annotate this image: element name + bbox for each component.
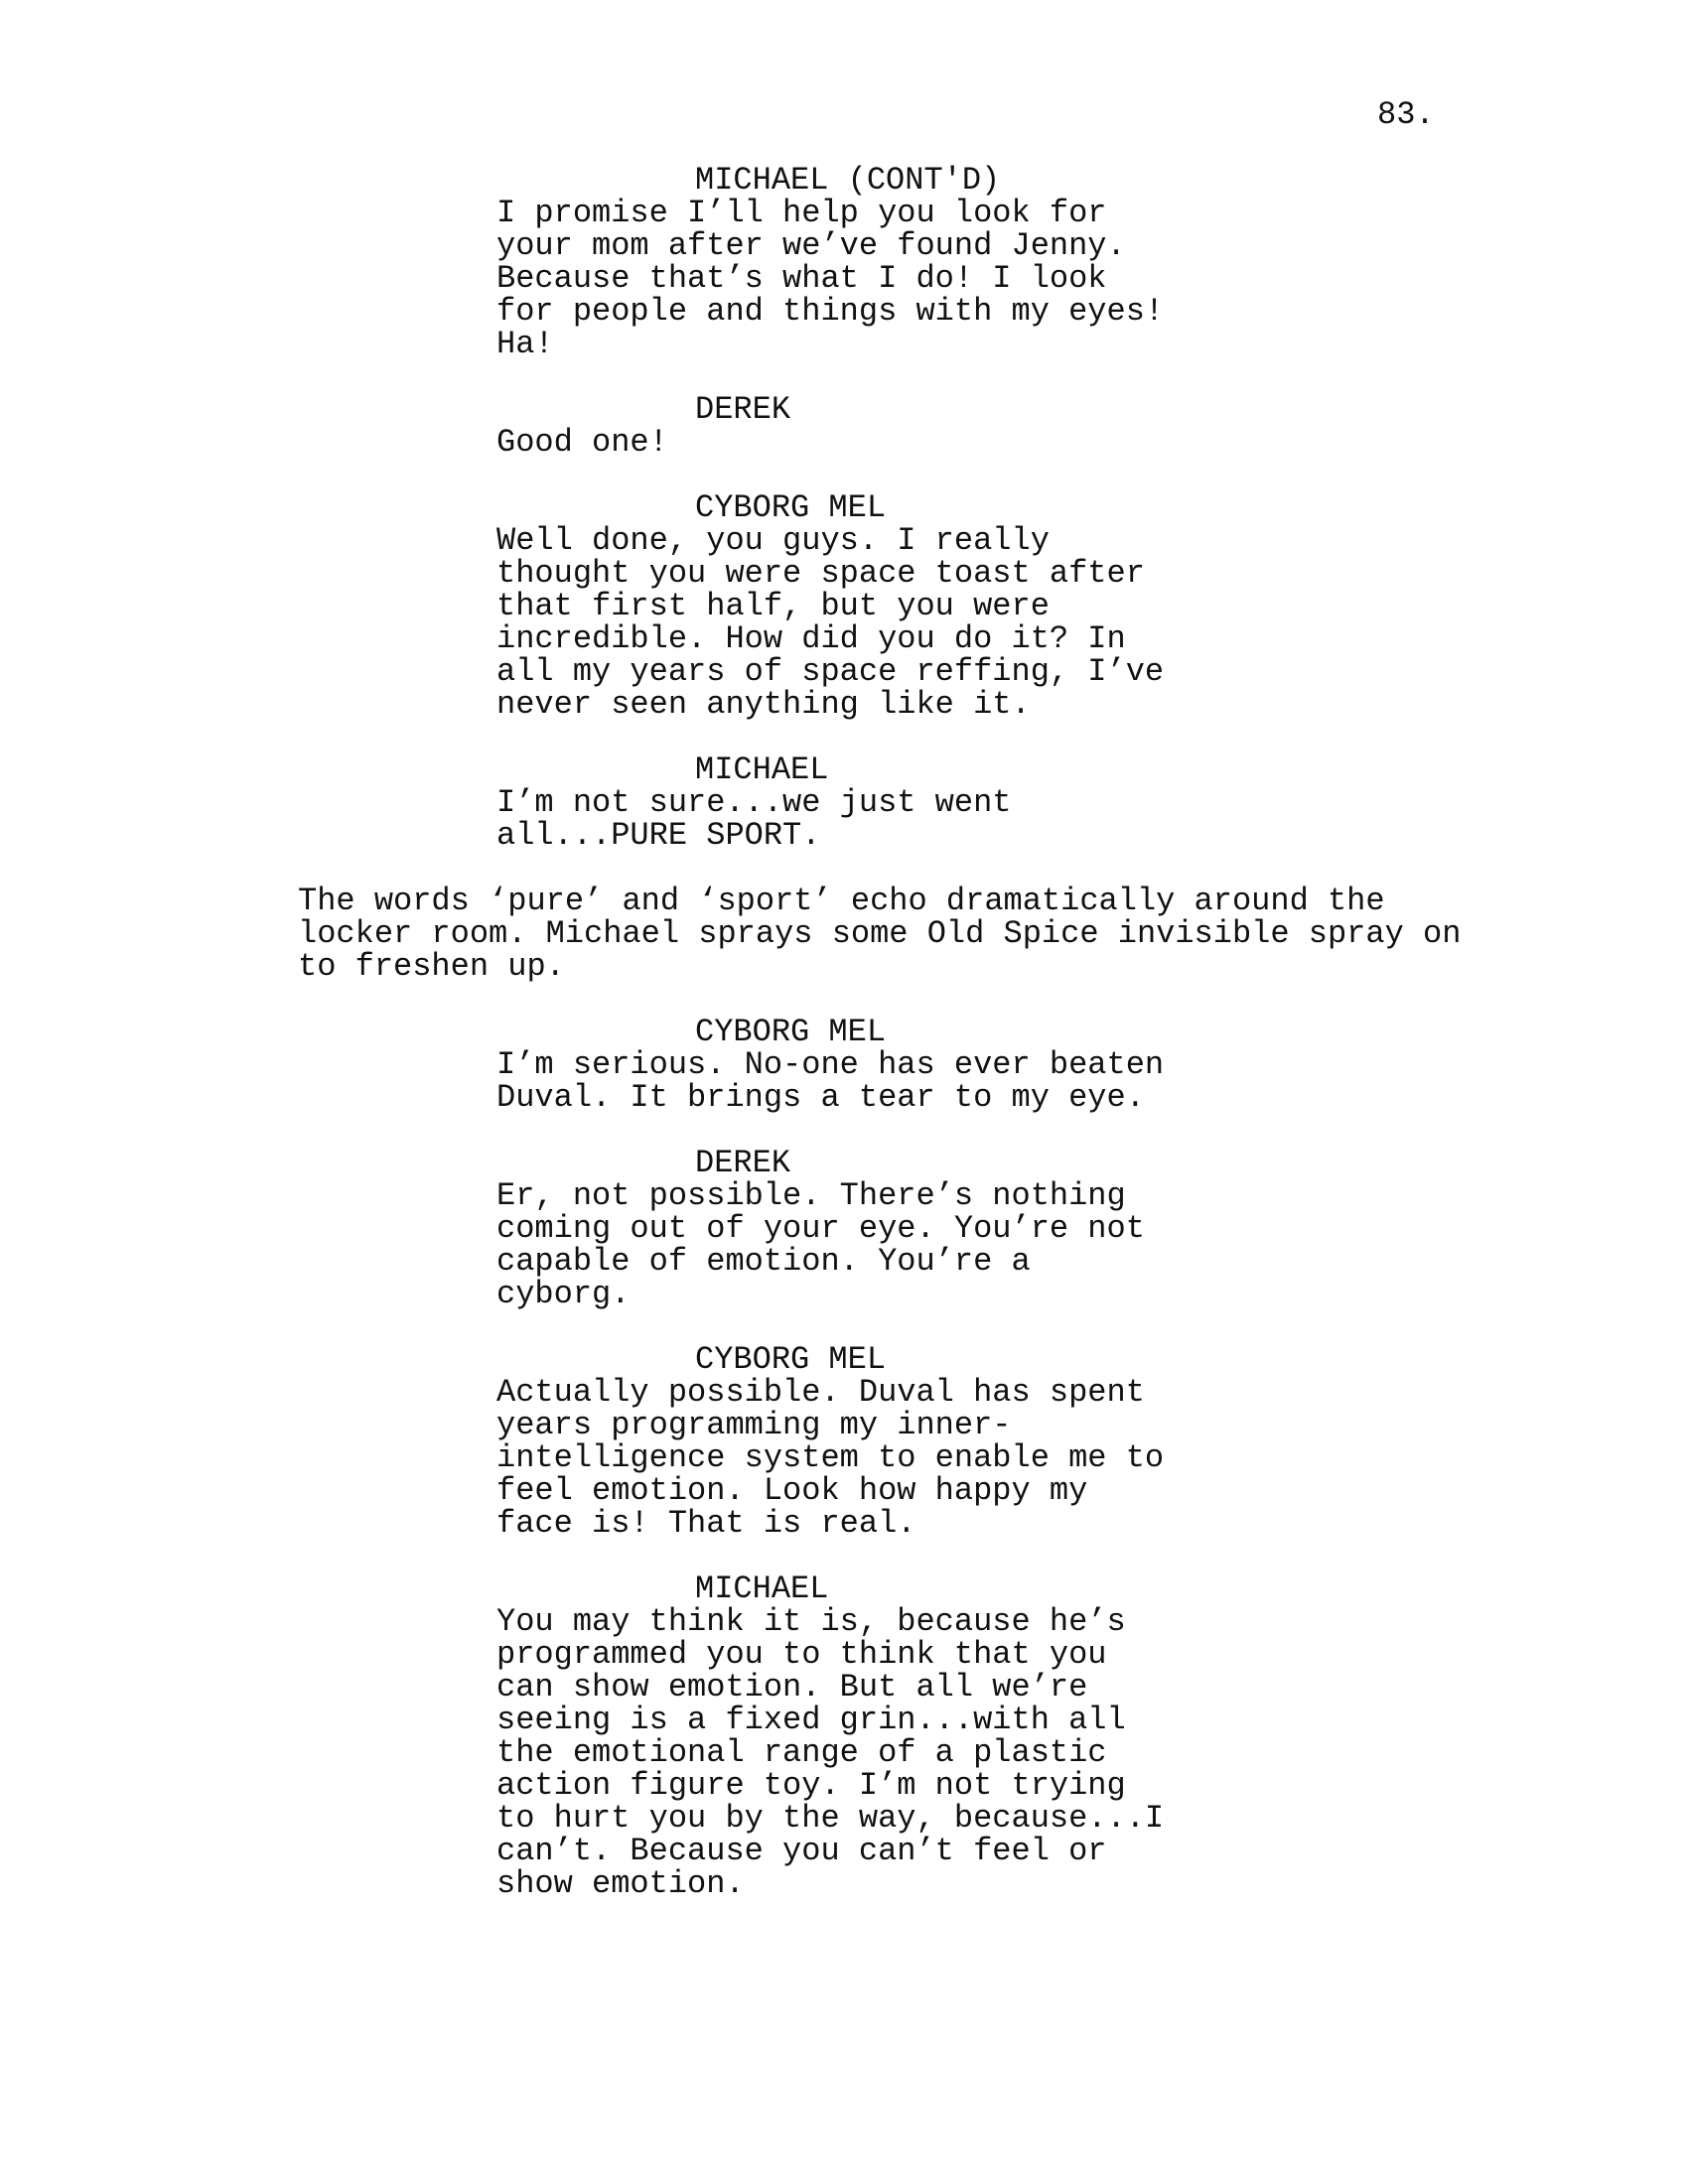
dialogue-line: Duval. It brings a tear to my eye. [496, 1079, 1145, 1116]
dialogue-line: coming out of your eye. You’re not [496, 1210, 1145, 1247]
dialogue-line: show emotion. [496, 1865, 745, 1902]
dialogue-line: Actually possible. Duval has spent [496, 1374, 1145, 1411]
dialogue-line: action figure toy. I’m not trying [496, 1767, 1126, 1804]
dialogue-block [0, 1147, 1688, 1310]
action-line: The words ‘pure’ and ‘sport’ echo dramatically around the [298, 883, 1385, 919]
character-name: CYBORG MEL [695, 489, 887, 526]
dialogue-line: programmed you to think that you [496, 1636, 1107, 1673]
dialogue-block [0, 1016, 1688, 1114]
dialogue-line: Well done, you guys. I really [496, 522, 1050, 559]
character-name: MICHAEL (CONT'D) [695, 162, 1001, 199]
character-name: MICHAEL [695, 1570, 829, 1607]
dialogue-line: years programming my inner- [496, 1407, 1012, 1443]
dialogue-line: that first half, but you were [496, 588, 1050, 624]
character-name: CYBORG MEL [695, 1341, 887, 1378]
character-name: CYBORG MEL [695, 1014, 887, 1050]
dialogue-line: Er, not possible. There’s nothing [496, 1177, 1126, 1214]
dialogue-line: can show emotion. But all we’re [496, 1669, 1088, 1706]
dialogue-line: intelligence system to enable me to [496, 1439, 1165, 1476]
dialogue-line: face is! That is real. [496, 1505, 916, 1542]
dialogue-block [0, 491, 1688, 721]
dialogue-line: Ha! [496, 326, 554, 362]
script-body [0, 164, 1688, 1933]
dialogue-line: Because that’s what I do! I look [496, 260, 1107, 297]
character-name: DEREK [695, 1145, 791, 1181]
dialogue-line: the emotional range of a plastic [496, 1734, 1107, 1771]
page-number: 83. [1377, 96, 1435, 133]
dialogue-line: Good one! [496, 424, 668, 461]
character-name: DEREK [695, 391, 791, 428]
dialogue-line: never seen anything like it. [496, 686, 1031, 723]
dialogue-line: feel emotion. Look how happy my [496, 1472, 1088, 1509]
dialogue-line: You may think it is, because he’s [496, 1603, 1126, 1640]
dialogue-line: can’t. Because you can’t feel or [496, 1833, 1107, 1869]
dialogue-line: capable of emotion. You’re a [496, 1243, 1031, 1280]
dialogue-line: all my years of space reffing, I’ve [496, 653, 1165, 690]
dialogue-line: seeing is a fixed grin...with all [496, 1702, 1126, 1738]
dialogue-line: incredible. How did you do it? In [496, 620, 1126, 657]
dialogue-line: to hurt you by the way, because...I [496, 1800, 1165, 1837]
action-block [0, 885, 1688, 983]
action-line: locker room. Michael sprays some Old Spice invisible spray on [298, 915, 1462, 952]
dialogue-block [0, 1572, 1688, 1900]
dialogue-line: for people and things with my eyes! [496, 293, 1165, 330]
dialogue-line: your mom after we’ve found Jenny. [496, 227, 1126, 264]
dialogue-line: I’m not sure...we just went [496, 784, 1012, 821]
dialogue-line: cyborg. [496, 1276, 631, 1312]
dialogue-block [0, 753, 1688, 852]
dialogue-line: all...PURE SPORT. [496, 817, 821, 854]
action-line: to freshen up. [298, 948, 565, 985]
dialogue-line: I promise I’ll help you look for [496, 195, 1107, 231]
character-name: MICHAEL [695, 751, 829, 788]
dialogue-block [0, 164, 1688, 360]
dialogue-line: thought you were space toast after [496, 555, 1145, 592]
dialogue-line: I’m serious. No-one has ever beaten [496, 1046, 1165, 1083]
dialogue-block [0, 393, 1688, 459]
dialogue-block [0, 1343, 1688, 1540]
